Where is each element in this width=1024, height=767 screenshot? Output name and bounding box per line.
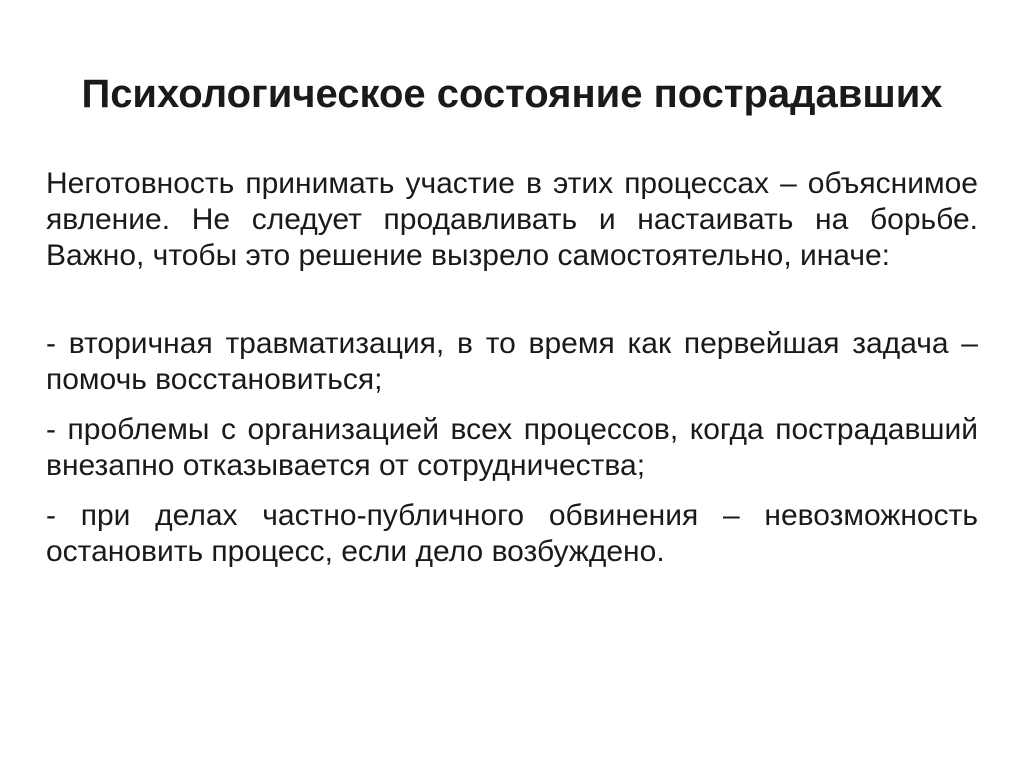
- slide-body: [46, 166, 978, 584]
- slide-title: Психологическое состояние пострадавших: [81, 72, 943, 116]
- list-item: - проблемы с организацией всех процессов, когда пострадавший внезапно отказывается от сотрудничества;: [46, 413, 978, 482]
- intro-paragraph: Неготовность принимать участие в этих процессах – объяснимое явление. Не следует продавливать и настаивать на борьбе. Важно, чтобы это решение вызрело самостоятельно, иначе:: [46, 167, 978, 272]
- list-item: - вторичная травматизация, в то время как первейшая задача – помочь восстановиться;: [46, 327, 978, 396]
- list-item: - при делах частно-публичного обвинения – невозможность остановить процесс, если дело возбуждено.: [46, 499, 978, 568]
